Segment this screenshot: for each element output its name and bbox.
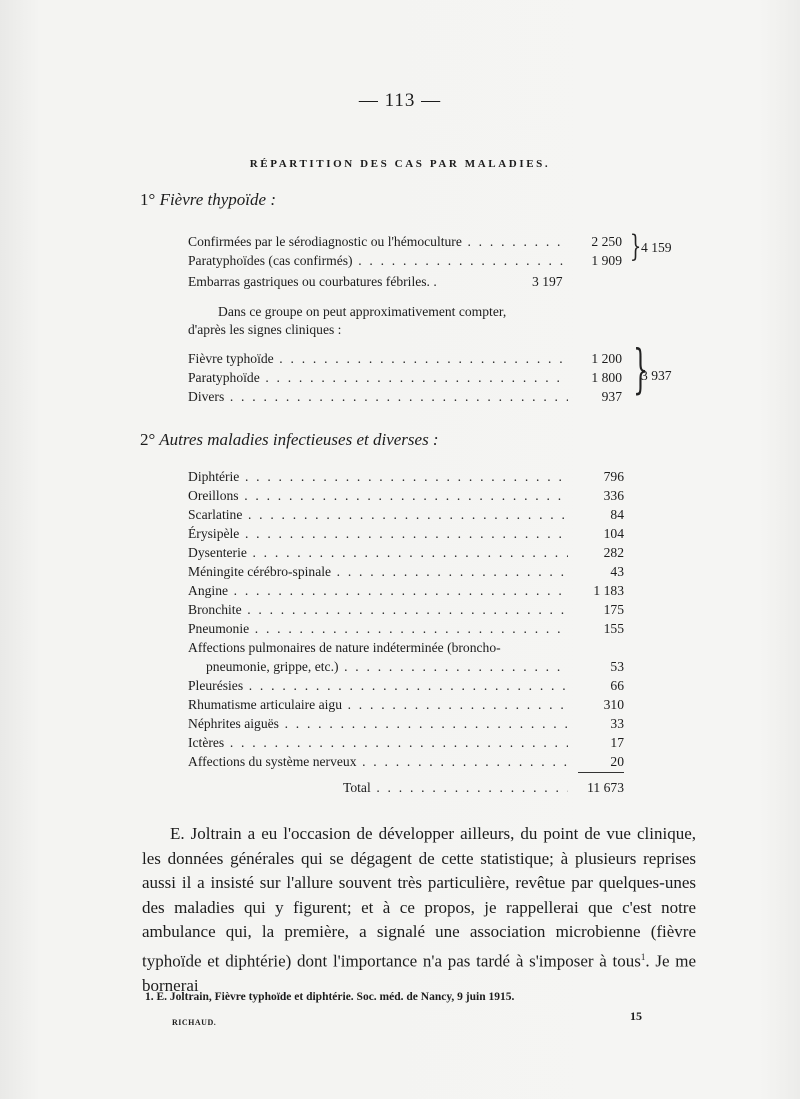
item-value: 336 — [603, 488, 624, 503]
list-item: Pneumonie . . . — [188, 619, 568, 638]
list-item: Pleurésies . . . — [188, 676, 568, 695]
item-value: 53 — [610, 659, 624, 674]
item-value: 2 250 — [591, 234, 622, 249]
item-value: 1 909 — [591, 253, 622, 268]
list-item: Scarlatine . . . — [188, 505, 568, 524]
table-heading: RÉPARTITION DES CAS PAR MALADIES. — [249, 158, 551, 170]
item-value: 33 — [610, 716, 624, 731]
total-rule — [578, 772, 624, 773]
body-paragraph: E. Joltrain a eu l'occasion de développer ailleurs, du point de vue clinique, les données générales qui se dégagent de cette statistique; à plusieurs reprises aussi il a insisté sur l'allure souvent très particulière, revêtue par quelques-unes des maladies qui y figurent; et à ce propos, je rappellerai que c'est notre ambulance qui, la première, a signalé une association microbienne (fièvre typhoïde et diphtérie) dont l'importance n'a pas tardé à s'imposer à tous$^1$. Je me bornerai — [142, 824, 696, 995]
list-item: Néphrites aiguës . . . — [188, 714, 568, 733]
footnote: 1. E. Joltrain, Fièvre typhoïde et diphtérie. Soc. méd. de Nancy, 9 juin 1915. — [145, 991, 515, 1003]
list-item: Rhumatisme articulaire aigu . . . — [188, 695, 568, 714]
item-value: 66 — [610, 678, 624, 693]
section-2-label: Autres maladies infectieuses et diverses : — [159, 430, 439, 449]
list-item: Divers . . . — [188, 387, 568, 406]
item-value: 43 — [610, 564, 624, 579]
list-item: Paratyphoïde . . . — [188, 368, 568, 387]
footnote-ref[interactable]: 1 — [640, 951, 646, 962]
item-value: 104 — [603, 526, 624, 541]
section-1-title — [140, 190, 276, 210]
signature-mark: RICHAUD. — [172, 1018, 217, 1027]
item-value: 1 200 — [591, 351, 622, 366]
item-value: 20 — [610, 754, 624, 769]
list-item: Paratyphoïdes (cas confirmés) . . . — [188, 251, 568, 270]
item-value: 84 — [610, 507, 624, 522]
list-item: Ictères . . . — [188, 733, 568, 752]
list-item: Dysenterie . . . — [188, 543, 568, 562]
item-value: 3 197 — [532, 274, 563, 289]
group-total: 4 159 — [641, 240, 672, 255]
list-item: Diphtérie . . . — [188, 467, 568, 486]
list-item: Confirmées par le sérodiagnostic ou l'hémoculture . . . — [188, 232, 568, 251]
item-value: 1 183 — [593, 583, 624, 598]
item-value: 17 — [610, 735, 624, 750]
section-1-label: Fièvre thypoïde : — [159, 190, 276, 209]
list-item: Embarras gastriques ou courbatures fébriles. . — [188, 274, 437, 289]
page-number: — 113 — — [358, 90, 442, 111]
total-row: Total . . . — [343, 778, 568, 797]
item-value: 175 — [603, 602, 624, 617]
item-value: 282 — [603, 545, 624, 560]
list-item: Oreillons . . . — [188, 486, 568, 505]
list-item: pneumonie, grippe, etc.) . . . — [206, 657, 568, 676]
list-item: Affections pulmonaires de nature indéterminée (broncho- — [188, 640, 501, 655]
item-value: 1 800 — [591, 370, 622, 385]
brace-icon: } — [629, 229, 642, 264]
note-text: d'après les signes cliniques : — [188, 322, 342, 337]
list-item: Angine . . . — [188, 581, 568, 600]
list-item: Affections du système nerveux . . . — [188, 752, 568, 771]
item-value: 937 — [601, 389, 622, 404]
section-1-number: 1° — [140, 190, 156, 209]
brace-icon: } — [633, 340, 648, 400]
item-value: 796 — [603, 469, 624, 484]
list-item: Fièvre typhoïde . . . — [188, 349, 568, 368]
sheet-number: 15 — [630, 1009, 642, 1023]
total-value: 11 673 — [587, 780, 624, 795]
list-item: Bronchite . . . — [188, 600, 568, 619]
note-text: Dans ce groupe on peut approximativement compter, — [218, 304, 507, 319]
list-item: Méningite cérébro-spinale . . . — [188, 562, 568, 581]
list-item: Érysipèle . . . — [188, 524, 568, 543]
item-value: 310 — [603, 697, 624, 712]
item-value: 155 — [603, 621, 624, 636]
section-2-title — [140, 430, 439, 450]
section-2-number: 2° — [140, 430, 156, 449]
group-total: 3 937 — [641, 368, 672, 383]
